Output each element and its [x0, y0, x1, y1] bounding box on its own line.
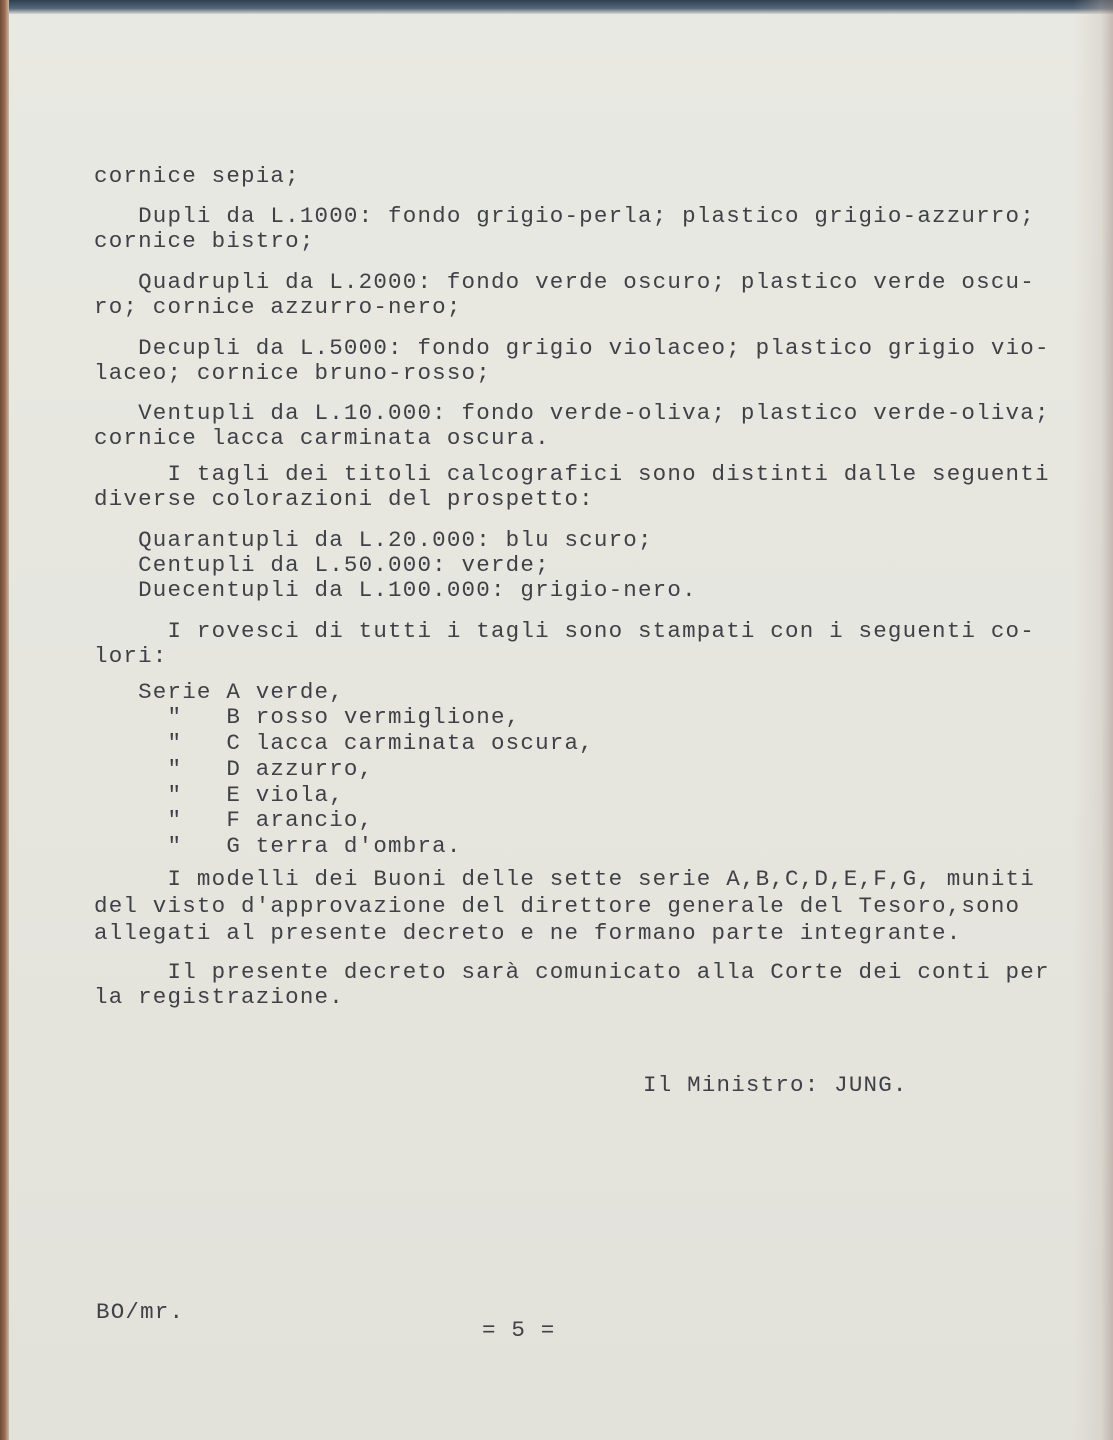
body-line: Quadrupli da L.2000: fondo verde oscuro; plastico verde oscu-: [94, 269, 1035, 295]
body-line: Dupli da L.1000: fondo grigio-perla; plastico grigio-azzurro;: [94, 203, 1035, 229]
body-line: " B rosso vermiglione,: [94, 704, 521, 730]
body-line: " F arancio,: [94, 807, 374, 833]
body-line: diverse colorazioni del prospetto:: [94, 486, 594, 512]
body-line: cornice lacca carminata oscura.: [94, 425, 550, 451]
body-line: del visto d'approvazione del direttore generale del Tesoro,sono: [94, 893, 1021, 919]
body-line: I rovesci di tutti i tagli sono stampati con i seguenti co-: [94, 618, 1035, 644]
body-line: Il presente decreto sarà comunicato alla Corte dei conti per: [94, 959, 1050, 985]
show-through-text: [180, 88, 900, 158]
body-line: " C lacca carminata oscura,: [94, 730, 594, 756]
body-line: Decupli da L.5000: fondo grigio violaceo; plastico grigio vio-: [94, 335, 1050, 361]
signature-line: Il Ministro: JUNG.: [643, 1072, 908, 1098]
body-line: cornice bistro;: [94, 228, 315, 254]
body-line: Centupli da L.50.000: verde;: [94, 552, 550, 578]
body-line: Serie A verde,: [94, 679, 344, 705]
body-line: cornice sepia;: [94, 163, 300, 189]
body-line: Duecentupli da L.100.000: grigio-nero.: [94, 577, 697, 603]
body-line: laceo; cornice bruno-rosso;: [94, 360, 491, 386]
body-line: allegati al presente decreto e ne formano parte integrante.: [94, 920, 962, 946]
scan-top-edge: [0, 0, 1113, 14]
page-number: = 5 =: [482, 1317, 556, 1343]
body-line: Ventupli da L.10.000: fondo verde-oliva; plastico verde-oliva;: [94, 400, 1050, 426]
body-line: lori:: [94, 643, 168, 669]
body-line: la registrazione.: [94, 984, 344, 1010]
binding-edge: [0, 0, 9, 1440]
body-line: " G terra d'ombra.: [94, 833, 462, 859]
body-line: I modelli dei Buoni delle sette serie A,B,C,D,E,F,G, muniti: [94, 866, 1035, 892]
body-line: " D azzurro,: [94, 756, 374, 782]
body-line: ro; cornice azzurro-nero;: [94, 294, 462, 320]
body-line: I tagli dei titoli calcografici sono distinti dalle seguenti: [94, 461, 1050, 487]
page-right-edge: [1073, 0, 1113, 1440]
body-line: Quarantupli da L.20.000: blu scuro;: [94, 527, 653, 553]
reference-initials: BO/mr.: [96, 1299, 185, 1325]
body-line: " E viola,: [94, 782, 344, 808]
